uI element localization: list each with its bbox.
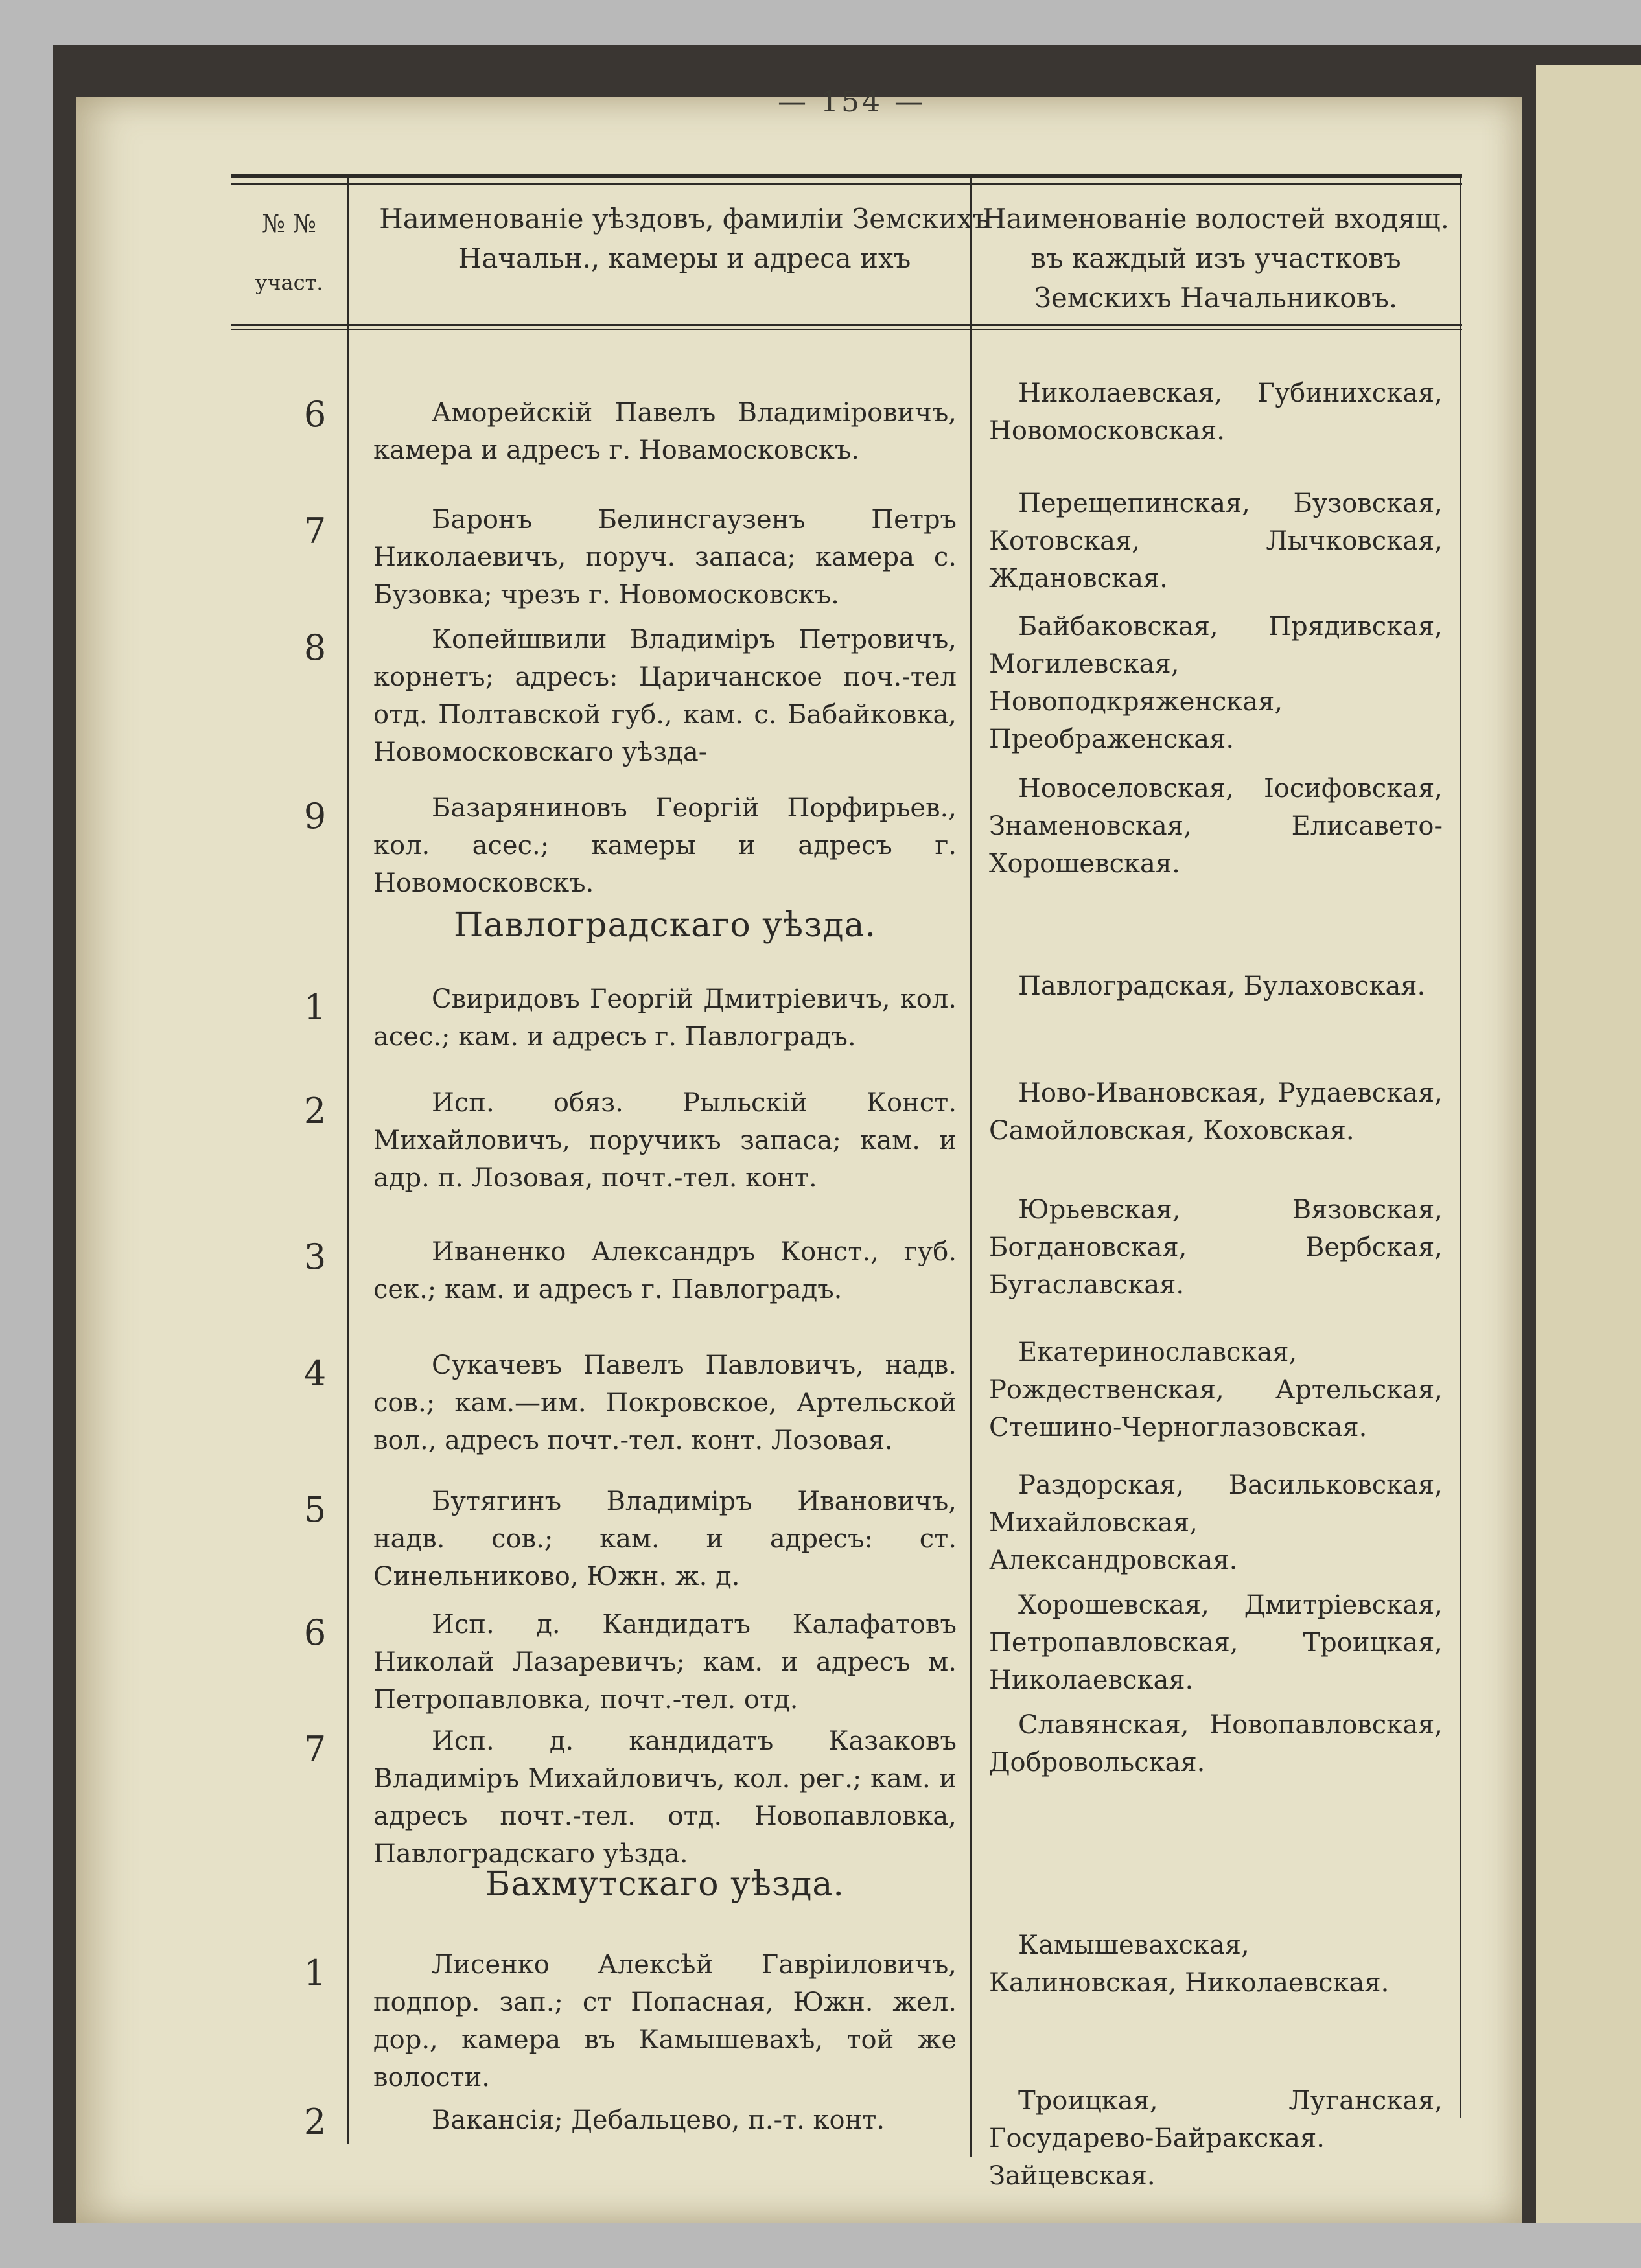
entry-volosts: Раздорская, Васильковская, Михайловская, Александровская.: [989, 1470, 1443, 1575]
entry-name: Вакансія; Дебальцево, п.-т. конт.: [432, 2105, 885, 2135]
header-volost-column: Наименованіе волостей входящ. въ каждый изъ участковъ Земскихъ Начальниковъ.: [982, 203, 1449, 314]
entry-volosts: Николаевская, Губинихская, Новомосковская.: [989, 378, 1443, 446]
zemstvo-table: [231, 174, 1462, 2191]
entry-volosts: Екатеринославская, Рождественская, Артельская, Стешино-Черноглазовская.: [989, 1337, 1443, 1442]
col-rule-2: [970, 174, 972, 2157]
entry-name: Аморейскій Павелъ Владиміровичъ, камера и адресъ г. Новамосковскъ.: [373, 398, 957, 465]
row-number: 1: [303, 987, 327, 1028]
header-number-column: [231, 206, 347, 297]
entry-name: Исп. д. кандидатъ Казаковъ Владиміръ Михайловичъ, кол. рег.; кам. и адресъ почт.-тел. отд. Новопавловка, Павлоградскаго уѣзда.: [373, 1726, 957, 1869]
row-number: 7: [303, 511, 327, 551]
header-rule-thin: [231, 329, 1462, 330]
top-rule-thin: [231, 183, 1462, 185]
col-rule-3: [1460, 174, 1461, 2118]
entry-volosts: Хорошевская, Дмитріевская, Петропавловская, Троицкая, Николаевская.: [989, 1590, 1443, 1695]
row-number: 8: [303, 627, 327, 668]
entry-volosts: Байбаковская, Прядивская, Могилевская, Новоподкряженская, Преображенская.: [989, 612, 1443, 754]
next-page-edge: [1536, 65, 1641, 2223]
header-rule: [231, 324, 1462, 326]
entry-name: Баронъ Белинсгаузенъ Петръ Николаевичъ, поруч. запаса; камера с. Бузовка; чрезъ г. Новомосковскъ.: [373, 505, 957, 610]
header-name-column: Наименованіе уѣздовъ, фамиліи Земскихъ Начальн., камеры и адреса ихъ: [379, 203, 990, 274]
row-number: 5: [303, 1489, 327, 1530]
top-rule: [231, 174, 1462, 178]
row-number: 4: [303, 1353, 327, 1394]
entry-volosts: Ново-Ивановская, Рудаевская, Самойловская, Коховская.: [989, 1078, 1443, 1146]
header-number-bottom: участ.: [255, 270, 323, 295]
header-number-top: № №: [262, 209, 316, 238]
entry-volosts: Славянская, Новопавловская, Добровольская.: [989, 1710, 1443, 1777]
entry-name: Бутягинъ Владиміръ Ивановичъ, надв. сов.; кам. и адресъ: ст. Синельниково, Южн. ж. д.: [373, 1487, 957, 1591]
row-number: 1: [303, 1952, 327, 1993]
entry-volosts: Камышевахская, Калиновская, Николаевская.: [989, 1930, 1390, 1998]
entry-volosts: Юрьевская, Вязовская, Богдановская, Вербская, Бугаславская.: [989, 1195, 1443, 1300]
page-number: — 154 —: [778, 86, 925, 119]
entry-name: Сукачевъ Павелъ Павловичъ, надв. сов.; кам.—им. Покровское, Артельской вол., адресъ почт.-тел. конт. Лозовая.: [373, 1350, 957, 1455]
entry-name: Иваненко Александръ Конст., губ. сек.; кам. и адресъ г. Павлоградъ.: [373, 1237, 957, 1304]
entry-name: Копейшвили Владиміръ Петровичъ, корнетъ; адресъ: Царичанское поч.-тел отд. Полтавской губ., кам. с. Бабайковка, Новомосковскаго уѣзда-: [373, 625, 957, 767]
row-number: 6: [303, 1612, 327, 1653]
entry-volosts: Павлоградская, Булаховская.: [1018, 971, 1426, 1001]
row-number: 7: [303, 1729, 327, 1770]
entry-name: Исп. обяз. Рыльскій Конст. Михайловичъ, поручикъ запаса; кам. и адр. п. Лозовая, почт.-тел. конт.: [373, 1088, 957, 1193]
col-rule-1: [347, 174, 349, 2144]
row-number: 2: [303, 2101, 327, 2142]
row-number: 3: [303, 1236, 327, 1277]
section-title: Павлоградскаго уѣзда.: [453, 906, 877, 945]
row-number: 2: [303, 1091, 327, 1131]
entry-name: Лисенко Алексѣй Гавріиловичъ, подпор. зап.; ст Попасная, Южн. жел. дор., камера въ Камышевахѣ, той же волости.: [373, 1950, 957, 2092]
row-number: 9: [303, 796, 327, 837]
entry-name: Свиридовъ Георгій Дмитріевичъ, кол. асес.; кам. и адресъ г. Павлоградъ.: [373, 984, 957, 1052]
section-title: Бахмутскаго уѣзда.: [485, 1865, 844, 1904]
entry-volosts: Новоселовская, Іосифовская, Знаменовская, Елисавето-Хорошевская.: [989, 774, 1443, 879]
entry-name: Исп. д. Кандидатъ Калафатовъ Николай Лазаревичъ; кам. и адресъ м. Петропавловка, почт.-тел. отд.: [373, 1610, 957, 1715]
entry-name: Базаряниновъ Георгій Порфирьев., кол. асес.; камеры и адресъ г. Новомосковскъ.: [373, 793, 957, 898]
row-number: 6: [303, 394, 327, 435]
entry-volosts: Перещепинская, Бузовская, Котовская, Лычковская, Ждановская.: [989, 489, 1443, 594]
entry-volosts: Троицкая, Луганская, Государево-Байракская. Зайцевская.: [989, 2086, 1443, 2191]
